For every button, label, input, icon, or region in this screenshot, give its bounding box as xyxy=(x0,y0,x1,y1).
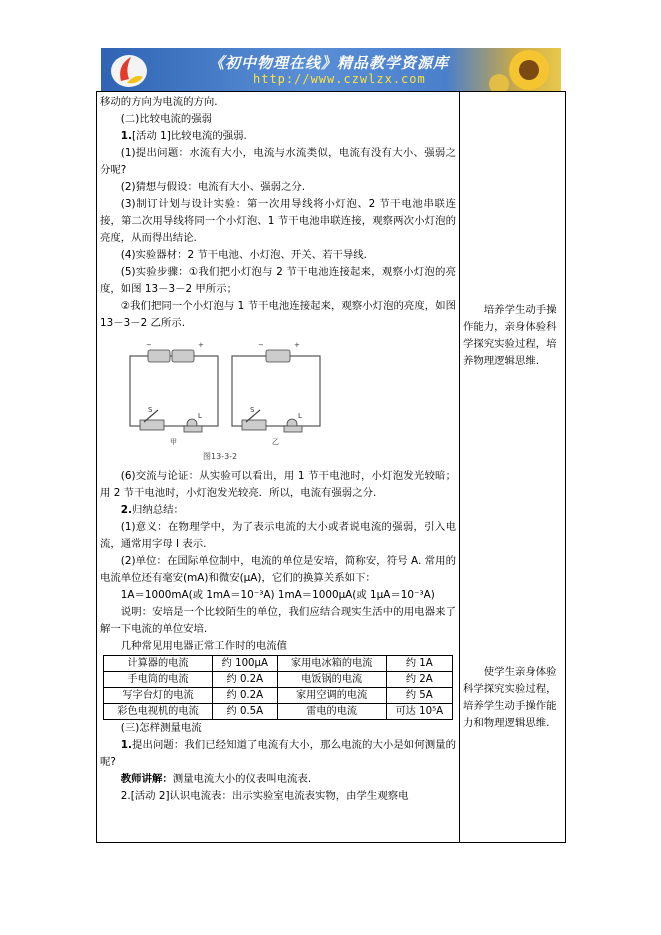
lamp-label: L xyxy=(198,412,202,420)
table-cell: 可达 10⁵A xyxy=(386,704,452,720)
figure-label-a: 甲 xyxy=(170,438,177,446)
sunflower-icon xyxy=(485,48,555,92)
side-note-text: 使学生亲身体验科学探究实验过程，培养学生动手操作能力和物理逻辑思维. xyxy=(463,666,557,729)
paragraph: (2)单位：在国际单位制中，电流的单位是安培，简称安，符号 A. 常用的电流单位还有毫安(mA)和微安(μA)，它们的换算关系如下： xyxy=(100,555,456,584)
column-divider xyxy=(459,91,460,843)
svg-text:+: + xyxy=(198,341,204,349)
table-cell: 约 0.2A xyxy=(212,688,277,704)
table-row xyxy=(104,656,453,672)
paragraph: (5)实验步骤：①我们把小灯泡与 2 节干电池连接起来，观察小灯泡的亮度，如图 13－3－2 甲所示； xyxy=(100,266,456,295)
current-values-table xyxy=(103,655,453,720)
table-row xyxy=(104,704,453,720)
paragraph: (3)制订计划与设计实验：第一次用导线将小灯泡、2 节干电池串联连接，第二次用导线将同一个小灯泡、1 节干电池串联连接，观察两次小灯泡的亮度，从而得出结论. xyxy=(100,198,456,244)
paragraph: 2.[活动 2]认识电流表：出示实验室电流表实物，由学生观察电 xyxy=(120,790,409,802)
table-cell: 约 5A xyxy=(386,688,452,704)
lamp-label: L xyxy=(298,412,302,420)
bold-label: 教师讲解： xyxy=(120,773,173,785)
table-cell: 约 100μA xyxy=(212,656,277,672)
paragraph: (6)交流与论证：从实验可以看出，用 1 节干电池时，小灯泡发光较暗；用 2 节干电池时，小灯泡发光较亮．所以，电流有强弱之分. xyxy=(100,470,456,499)
item-text: 测量电流大小的仪表叫电流表. xyxy=(172,773,312,785)
side-note-1 xyxy=(463,302,560,370)
table-cell: 约 1A xyxy=(386,656,452,672)
table-cell: 雷电的电流 xyxy=(277,704,386,720)
table-cell: 电饭锅的电流 xyxy=(277,672,386,688)
table-row xyxy=(104,672,453,688)
section-heading: (三)怎样测量电流 xyxy=(120,722,202,734)
item-text: 归纳总结： xyxy=(131,504,184,516)
paragraph: ②我们把同一个小灯泡与 1 节干电池连接起来，观察小灯泡的亮度，如图 13－3－2 乙所示. xyxy=(100,300,456,329)
paragraph: (1)意义：在物理学中，为了表示电流的大小或者说电流的强弱，引入电流，通常用字母 I 表示. xyxy=(100,521,456,550)
table-cell: 写字台灯的电流 xyxy=(104,688,213,704)
item-number: 2. xyxy=(120,504,132,516)
side-note-text: 培养学生动手操作能力，亲身体验科学探究实验过程，培养物理逻辑思维. xyxy=(463,304,557,367)
table-cell: 约 0.2A xyxy=(212,672,277,688)
svg-text:−: − xyxy=(258,341,264,349)
figure-caption: 图13-3-2 xyxy=(203,452,238,461)
header-banner xyxy=(101,48,561,92)
item-text: [活动 1]比较电流的强弱. xyxy=(131,130,247,142)
activity-heading xyxy=(100,128,456,145)
table-cell: 家用空调的电流 xyxy=(277,688,386,704)
figure-label-b: 乙 xyxy=(272,438,279,446)
table-cell: 手电筒的电流 xyxy=(104,672,213,688)
item-number: 1. xyxy=(120,739,132,751)
table-title: 几种常见用电器正常工作时的电流值 xyxy=(120,640,288,652)
text-line: 移动的方向为电流的方向. xyxy=(100,96,218,108)
main-column xyxy=(100,94,456,805)
table-cell: 彩色电视机的电流 xyxy=(104,704,213,720)
paragraph: 说明：安培是一个比较陌生的单位，我们应结合现实生活中的用电器来了解一下电流的单位安培. xyxy=(100,606,456,635)
table-cell: 计算器的电流 xyxy=(104,656,213,672)
conversion-line: 1A＝1000mA(或 1mA＝10⁻³A) 1mA＝1000μA(或 1μA＝10⁻³A) xyxy=(120,589,435,601)
logo-icon xyxy=(109,51,149,89)
svg-text:+: + xyxy=(294,341,300,349)
table-cell: 家用电冰箱的电流 xyxy=(277,656,386,672)
paragraph xyxy=(100,771,456,788)
circuit-diagram xyxy=(126,338,326,448)
table-cell: 约 0.5A xyxy=(212,704,277,720)
side-note-2 xyxy=(463,664,560,732)
paragraph: (4)实验器材：2 节干电池、小灯泡、开关、若干导线. xyxy=(120,249,367,261)
switch-label: S xyxy=(250,406,255,414)
item-text: 提出问题：我们已经知道了电流有大小，那么电流的大小是如何测量的呢? xyxy=(100,739,456,768)
switch-label: S xyxy=(148,406,153,414)
section-heading: (二)比较电流的强弱 xyxy=(120,113,213,125)
table-row xyxy=(104,688,453,704)
svg-text:−: − xyxy=(146,341,152,349)
banner-url[interactable]: http://www.czwlzx.com xyxy=(253,72,426,86)
paragraph xyxy=(100,737,456,771)
table-cell: 约 2A xyxy=(386,672,452,688)
summary-heading xyxy=(100,502,456,519)
circuit-figure xyxy=(100,336,456,464)
item-number: 1. xyxy=(120,130,132,142)
paragraph: (1)提出问题：水流有大小，电流与水流类似，电流有没有大小、强弱之分呢? xyxy=(100,147,456,176)
paragraph: (2)猜想与假设：电流有大小、强弱之分. xyxy=(120,181,306,193)
banner-title: 《初中物理在线》精品教学资源库 xyxy=(209,54,450,72)
